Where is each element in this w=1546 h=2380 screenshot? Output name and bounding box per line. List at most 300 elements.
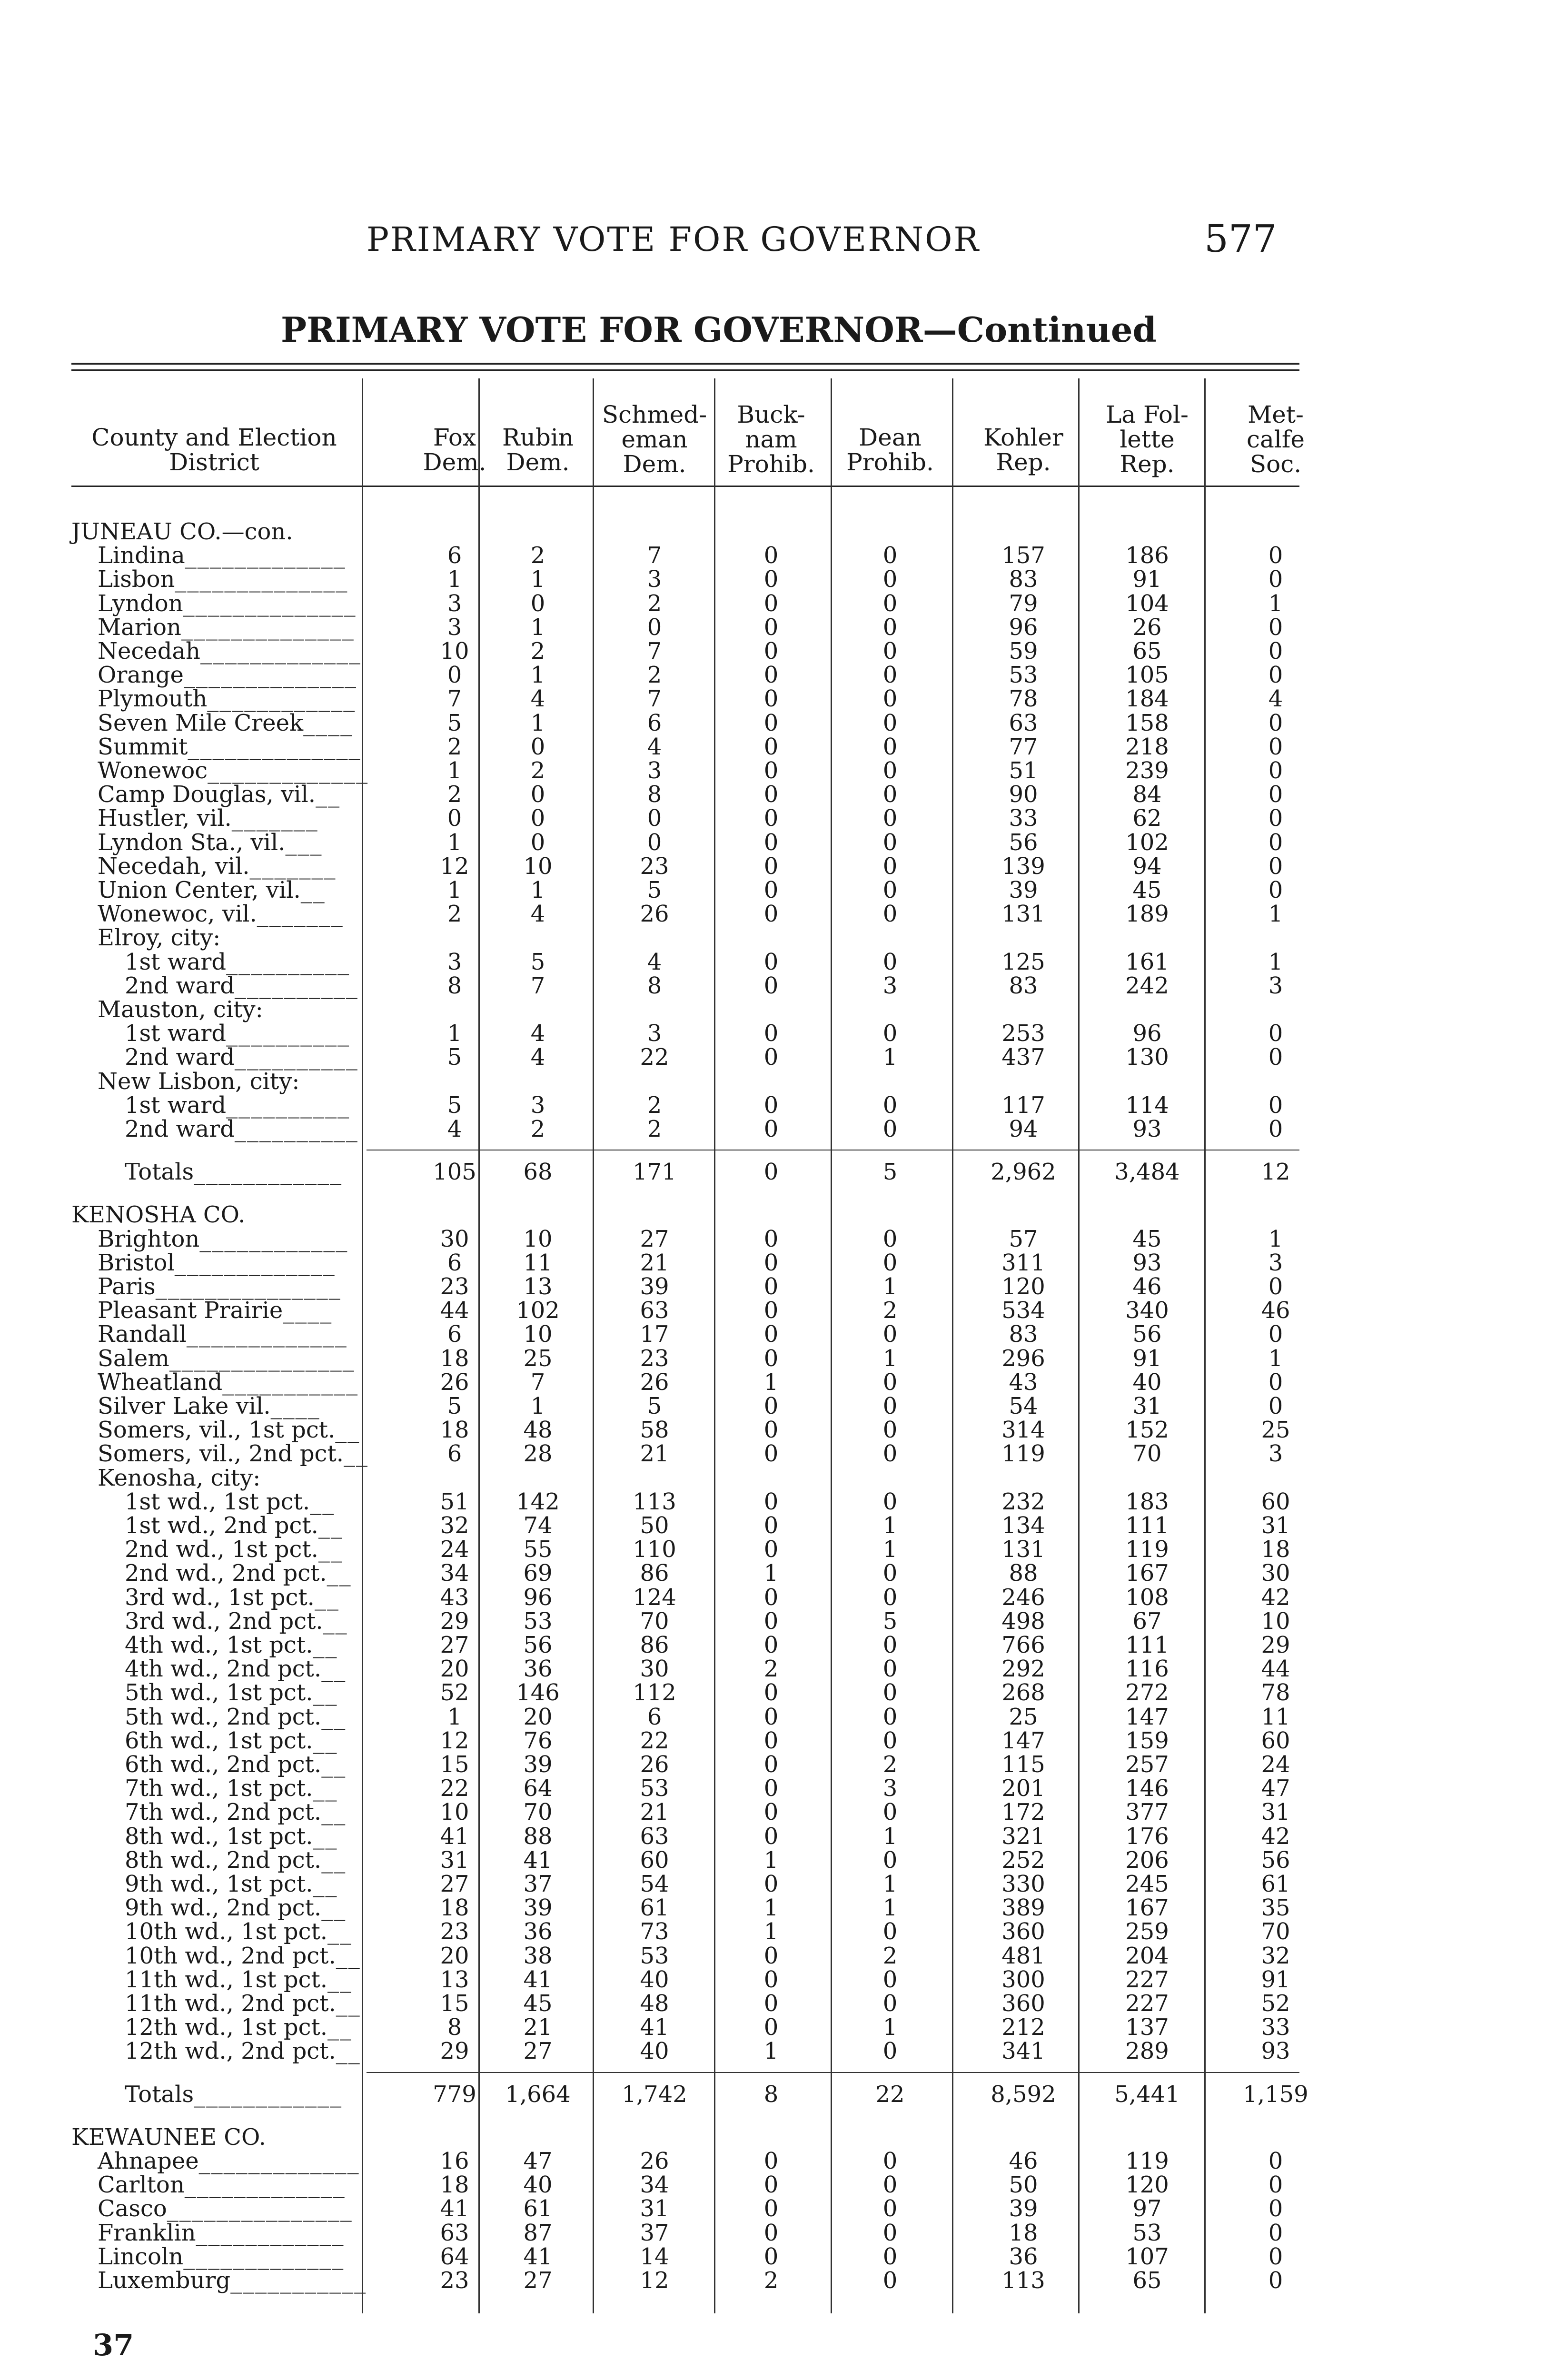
vote-cell-rubin: 102	[516, 1297, 560, 1324]
leader-dots: ____________	[207, 685, 356, 712]
column-header-line: Rep.	[1120, 450, 1175, 478]
district-label: 7th wd., 2nd pct.__	[125, 1799, 347, 1825]
column-header-line: calfe	[1247, 426, 1305, 453]
vote-cell-kohler: 330	[1001, 1871, 1045, 1897]
vote-cell-dean: 0	[882, 1632, 898, 1658]
column-header-line: Prohib.	[727, 450, 815, 478]
running-head: PRIMARY VOTE FOR GOVERNOR	[367, 220, 981, 259]
district-label: 1st ward__________	[125, 1092, 350, 1119]
vote-cell-schmedeman: 110	[633, 1536, 676, 1563]
vote-cell-lafollette: 152	[1125, 1417, 1169, 1443]
vote-cell-fox: 23	[440, 2267, 469, 2294]
county-heading-row	[0, 520, 1546, 544]
district-label: 4th wd., 1st pct.__	[125, 1632, 338, 1658]
vote-cell-bucknam: 0	[763, 1608, 779, 1635]
county-heading-row	[0, 2125, 1546, 2149]
leader-dots: _______________	[155, 1273, 341, 1300]
vote-cell-schmedeman: 58	[640, 1417, 669, 1443]
leader-dots: __________	[234, 1116, 358, 1142]
leader-dots: __	[323, 1608, 348, 1635]
vote-cell-bucknam: 0	[763, 1226, 779, 1252]
vote-cell-metcalfe: 46	[1261, 1297, 1290, 1324]
district-label: Carlton_____________	[98, 2172, 346, 2198]
vote-cell-rubin: 1	[530, 662, 545, 688]
column-header-line: eman	[621, 426, 688, 453]
vote-cell-fox: 29	[440, 1608, 469, 1635]
vote-cell-metcalfe: 91	[1261, 1966, 1290, 1993]
district-label: 1st ward__________	[125, 949, 350, 975]
leader-dots: ___________	[230, 2267, 367, 2294]
vote-cell-rubin: 10	[523, 1321, 553, 1348]
vote-cell-lafollette: 147	[1125, 1704, 1169, 1730]
vote-cell-kohler: 83	[1009, 972, 1038, 999]
vote-cell-metcalfe: 31	[1261, 1799, 1290, 1825]
vote-cell-kohler: 43	[1009, 1369, 1038, 1396]
vote-cell-metcalfe: 0	[1268, 1116, 1283, 1142]
vote-cell-rubin: 36	[523, 1918, 553, 1945]
table-row	[0, 806, 1546, 830]
vote-cell-lafollette: 102	[1125, 829, 1169, 856]
vote-cell-metcalfe: 0	[1268, 710, 1283, 736]
leader-dots: __	[327, 1560, 352, 1587]
vote-cell-metcalfe: 0	[1268, 757, 1283, 784]
district-label: New Lisbon, city:	[98, 1068, 300, 1095]
table-row	[0, 1776, 1546, 1800]
vote-cell-schmedeman: 113	[633, 1488, 676, 1515]
leader-dots: __	[327, 1966, 352, 1993]
vote-cell-bucknam: 0	[763, 1393, 779, 1419]
vote-cell-schmedeman: 12	[640, 2267, 669, 2294]
table-row	[0, 974, 1546, 998]
vote-cell-bucknam: 0	[763, 1704, 779, 1730]
vote-cell-metcalfe: 1	[1268, 1345, 1283, 1372]
vote-cell-schmedeman: 53	[640, 1943, 669, 1969]
district-label: Wonewoc, vil._______	[98, 901, 344, 927]
table-row	[0, 1896, 1546, 1920]
vote-cell-schmedeman: 22	[640, 1044, 669, 1071]
column-header-line: Met-	[1248, 401, 1304, 428]
table-row	[0, 1490, 1546, 1514]
vote-cell-rubin: 36	[523, 1656, 553, 1682]
leader-dots: __	[321, 1894, 347, 1921]
vote-cell-rubin: 0	[530, 829, 545, 856]
table-row	[0, 1729, 1546, 1753]
vote-cell-dean: 0	[882, 1799, 898, 1825]
city-heading-row	[0, 998, 1546, 1021]
totals-rule	[367, 2072, 1299, 2073]
district-label: KENOSHA CO.	[71, 1201, 246, 1228]
column-header-line: Buck-	[737, 401, 805, 428]
district-label: Salem_______________	[98, 1345, 355, 1372]
vote-cell-schmedeman: 0	[647, 829, 662, 856]
district-label: 2nd ward__________	[125, 1044, 358, 1071]
vote-cell-bucknam: 0	[763, 1321, 779, 1348]
vote-cell-rubin: 76	[523, 1727, 553, 1754]
vote-cell-dean: 0	[882, 757, 898, 784]
vote-cell-metcalfe: 0	[1268, 2195, 1283, 2222]
vote-cell-fox: 16	[440, 2148, 469, 2174]
vote-cell-metcalfe: 70	[1261, 1918, 1290, 1945]
vote-cell-dean: 0	[882, 590, 898, 617]
table-row	[0, 2039, 1546, 2063]
district-label: 2nd ward__________	[125, 1116, 358, 1142]
leader-dots: _____________	[198, 2148, 360, 2174]
vote-cell-metcalfe: 3	[1268, 1250, 1283, 1276]
vote-cell-dean: 0	[882, 1727, 898, 1754]
district-label: Pleasant Prairie____	[98, 1297, 333, 1324]
vote-cell-dean: 0	[882, 1656, 898, 1682]
vote-cell-metcalfe: 44	[1261, 1656, 1290, 1682]
table-row	[0, 1753, 1546, 1776]
vote-cell-lafollette: 120	[1125, 2172, 1169, 2198]
vote-cell-rubin: 88	[523, 1823, 553, 1850]
vote-cell-dean: 0	[882, 1369, 898, 1396]
vote-cell-metcalfe: 24	[1261, 1751, 1290, 1778]
vote-cell-lafollette: 158	[1125, 710, 1169, 736]
leader-dots: __	[313, 1679, 338, 1706]
vote-cell-fox: 8	[447, 2014, 462, 2041]
vote-cell-schmedeman: 5	[647, 877, 662, 903]
column-header-district	[71, 425, 357, 475]
vote-cell-lafollette: 227	[1125, 1966, 1169, 1993]
vote-cell-kohler: 268	[1001, 1679, 1045, 1706]
district-label: Lindina_____________	[98, 542, 346, 569]
vote-cell-rubin: 146	[516, 1679, 560, 1706]
vote-cell-kohler: 172	[1001, 1799, 1045, 1825]
vote-cell-fox: 6	[447, 542, 462, 569]
table-row	[0, 2173, 1546, 2197]
vote-cell-rubin: 1,664	[505, 2081, 571, 2108]
vote-cell-rubin: 7	[530, 972, 545, 999]
vote-cell-kohler: 39	[1009, 877, 1038, 903]
vote-cell-schmedeman: 26	[640, 2148, 669, 2174]
vote-cell-bucknam: 0	[763, 1823, 779, 1850]
vote-cell-kohler: 125	[1001, 949, 1045, 975]
vote-cell-metcalfe: 61	[1261, 1871, 1290, 1897]
vote-cell-fox: 6	[447, 1250, 462, 1276]
vote-cell-dean: 0	[882, 1321, 898, 1348]
vote-cell-kohler: 119	[1001, 1440, 1045, 1467]
vote-cell-fox: 3	[447, 949, 462, 975]
vote-cell-rubin: 1	[530, 1393, 545, 1419]
vote-cell-schmedeman: 27	[640, 1226, 669, 1252]
leader-dots: ____	[303, 710, 353, 736]
leader-dots: __________	[226, 1020, 350, 1047]
vote-cell-metcalfe: 0	[1268, 2148, 1283, 2174]
table-row	[0, 1609, 1546, 1633]
vote-cell-lafollette: 56	[1132, 1321, 1162, 1348]
vote-cell-dean: 0	[882, 1918, 898, 1945]
vote-cell-kohler: 296	[1001, 1345, 1045, 1372]
vote-cell-rubin: 11	[523, 1250, 553, 1276]
vote-cell-rubin: 74	[523, 1512, 553, 1539]
vote-cell-fox: 15	[440, 1751, 469, 1778]
column-header-line: Fox	[433, 424, 476, 451]
vote-cell-kohler: 139	[1001, 853, 1045, 880]
table-row	[0, 2269, 1546, 2292]
vote-cell-kohler: 54	[1009, 1393, 1038, 1419]
vote-cell-dean: 0	[882, 2148, 898, 2174]
page-number: 577	[1204, 217, 1277, 261]
district-label: 7th wd., 1st pct.__	[125, 1775, 338, 1802]
vote-cell-rubin: 0	[530, 734, 545, 760]
column-header-schmedeman	[600, 402, 709, 476]
table-row	[0, 902, 1546, 926]
district-label: Lyndon______________	[98, 590, 357, 617]
vote-cell-dean: 0	[882, 2220, 898, 2246]
leader-dots: __	[336, 1943, 361, 1969]
vote-cell-kohler: 201	[1001, 1775, 1045, 1802]
vote-cell-schmedeman: 3	[647, 566, 662, 593]
vote-cell-rubin: 1	[530, 614, 545, 641]
vote-cell-fox: 43	[440, 1584, 469, 1611]
vote-cell-rubin: 96	[523, 1584, 553, 1611]
vote-cell-metcalfe: 0	[1268, 2220, 1283, 2246]
district-label: 1st ward__________	[125, 1020, 350, 1047]
vote-cell-bucknam: 8	[763, 2081, 779, 2108]
vote-cell-fox: 6	[447, 1321, 462, 1348]
leader-dots: __________	[226, 949, 350, 975]
table-row	[0, 1275, 1546, 1299]
vote-cell-bucknam: 0	[763, 1345, 779, 1372]
vote-cell-lafollette: 104	[1125, 590, 1169, 617]
vote-cell-fox: 27	[440, 1632, 469, 1658]
vote-cell-metcalfe: 0	[1268, 1369, 1283, 1396]
district-label: Wheatland___________	[98, 1369, 359, 1396]
column-header-line: Dean	[859, 424, 922, 451]
vote-cell-rubin: 5	[530, 949, 545, 975]
signature-mark: 37	[93, 2328, 134, 2362]
district-label: 10th wd., 1st pct.__	[125, 1918, 352, 1945]
district-label: Lyndon Sta., vil.___	[98, 829, 323, 856]
vote-cell-kohler: 292	[1001, 1656, 1045, 1682]
vote-cell-schmedeman: 39	[640, 1273, 669, 1300]
table-row	[0, 615, 1546, 639]
vote-cell-dean: 0	[882, 2172, 898, 2198]
vote-cell-fox: 3	[447, 614, 462, 641]
vote-cell-kohler: 36	[1009, 2243, 1038, 2270]
vote-cell-fox: 0	[447, 662, 462, 688]
leader-dots: _______	[231, 805, 318, 832]
vote-cell-rubin: 2	[530, 542, 545, 569]
district-label: 9th wd., 2nd pct.__	[125, 1894, 347, 1921]
vote-cell-lafollette: 46	[1132, 1273, 1162, 1300]
table-row	[0, 592, 1546, 615]
table-row	[0, 1299, 1546, 1322]
vote-cell-bucknam: 2	[763, 2267, 779, 2294]
leader-dots: _____________	[200, 638, 361, 664]
table-row	[0, 1251, 1546, 1275]
vote-cell-lafollette: 167	[1125, 1560, 1169, 1587]
vote-cell-dean: 0	[882, 2195, 898, 2222]
column-header-line: District	[169, 448, 259, 476]
vote-cell-kohler: 51	[1009, 757, 1038, 784]
vote-cell-fox: 51	[440, 1488, 469, 1515]
vote-cell-schmedeman: 26	[640, 901, 669, 927]
vote-cell-bucknam: 0	[763, 853, 779, 880]
vote-cell-rubin: 55	[523, 1536, 553, 1563]
district-label: Paris_______________	[98, 1273, 341, 1300]
column-header-line: County and Election	[91, 424, 337, 451]
vote-cell-schmedeman: 21	[640, 1250, 669, 1276]
column-rule	[1078, 378, 1080, 2313]
vote-cell-bucknam: 0	[763, 901, 779, 927]
vote-cell-kohler: 78	[1009, 685, 1038, 712]
table-row	[0, 1944, 1546, 1968]
table-row	[0, 663, 1546, 687]
district-label: Somers, vil., 1st pct.__	[98, 1417, 360, 1443]
table-row	[0, 1418, 1546, 1442]
vote-cell-metcalfe: 0	[1268, 2267, 1283, 2294]
table-row	[0, 1093, 1546, 1117]
vote-cell-lafollette: 67	[1132, 1608, 1162, 1635]
vote-cell-metcalfe: 12	[1261, 1159, 1290, 1185]
vote-cell-rubin: 48	[523, 1417, 553, 1443]
table-row	[0, 2149, 1546, 2173]
vote-cell-rubin: 38	[523, 1943, 553, 1969]
vote-cell-bucknam: 0	[763, 1512, 779, 1539]
vote-cell-rubin: 27	[523, 2267, 553, 2294]
vote-cell-schmedeman: 14	[640, 2243, 669, 2270]
vote-cell-lafollette: 114	[1125, 1092, 1169, 1119]
district-label: 8th wd., 2nd pct.__	[125, 1847, 347, 1874]
vote-cell-fox: 18	[440, 1417, 469, 1443]
column-header-kohler	[969, 425, 1078, 475]
vote-cell-kohler: 90	[1009, 781, 1038, 808]
vote-cell-kohler: 79	[1009, 590, 1038, 617]
leader-dots: __	[335, 1417, 360, 1443]
table-row	[0, 1705, 1546, 1729]
table-row	[0, 1394, 1546, 1418]
leader-dots: _______	[249, 853, 337, 880]
vote-cell-kohler: 63	[1009, 710, 1038, 736]
district-label: Luxemburg___________	[98, 2267, 367, 2294]
leader-dots: __	[336, 1990, 361, 2017]
table-row	[0, 2245, 1546, 2269]
vote-cell-rubin: 0	[530, 781, 545, 808]
vote-cell-bucknam: 0	[763, 2195, 779, 2222]
district-label: 4th wd., 2nd pct.__	[125, 1656, 347, 1682]
vote-cell-metcalfe: 0	[1268, 542, 1283, 569]
column-rule	[1204, 378, 1206, 2313]
vote-cell-bucknam: 0	[763, 566, 779, 593]
leader-dots: ___________	[222, 1369, 359, 1396]
vote-cell-metcalfe: 29	[1261, 1632, 1290, 1658]
vote-cell-fox: 2	[447, 734, 462, 760]
vote-cell-schmedeman: 63	[640, 1297, 669, 1324]
vote-cell-bucknam: 0	[763, 734, 779, 760]
vote-cell-rubin: 27	[523, 2038, 553, 2064]
vote-cell-metcalfe: 0	[1268, 781, 1283, 808]
vote-cell-kohler: 311	[1001, 1250, 1045, 1276]
vote-cell-lafollette: 159	[1125, 1727, 1169, 1754]
vote-cell-bucknam: 0	[763, 781, 779, 808]
vote-cell-schmedeman: 8	[647, 972, 662, 999]
vote-cell-lafollette: 40	[1132, 1369, 1162, 1396]
vote-cell-lafollette: 176	[1125, 1823, 1169, 1850]
vote-cell-schmedeman: 53	[640, 1775, 669, 1802]
vote-cell-rubin: 28	[523, 1440, 553, 1467]
vote-cell-bucknam: 0	[763, 1990, 779, 2017]
vote-cell-kohler: 39	[1009, 2195, 1038, 2222]
vote-cell-metcalfe: 0	[1268, 638, 1283, 664]
vote-cell-dean: 1	[882, 1044, 898, 1071]
vote-cell-kohler: 120	[1001, 1273, 1045, 1300]
district-label: Necedah_____________	[98, 638, 361, 664]
table-row	[0, 639, 1546, 663]
column-header-line: nam	[745, 426, 797, 453]
vote-cell-schmedeman: 23	[640, 853, 669, 880]
vote-cell-lafollette: 5,441	[1114, 2081, 1180, 2108]
vote-cell-metcalfe: 0	[1268, 1044, 1283, 1071]
vote-cell-kohler: 96	[1009, 614, 1038, 641]
vote-cell-metcalfe: 47	[1261, 1775, 1290, 1802]
leader-dots: __	[316, 781, 341, 808]
leader-dots: _____________	[174, 1250, 336, 1276]
table-row	[0, 950, 1546, 974]
leader-dots: _______	[257, 901, 344, 927]
vote-cell-fox: 31	[440, 1847, 469, 1874]
vote-cell-dean: 0	[882, 949, 898, 975]
district-label: Seven Mile Creek____	[98, 710, 353, 736]
vote-cell-rubin: 10	[523, 1226, 553, 1252]
vote-cell-lafollette: 93	[1132, 1116, 1162, 1142]
leader-dots: __	[318, 1512, 343, 1539]
vote-cell-metcalfe: 30	[1261, 1560, 1290, 1587]
vote-cell-schmedeman: 17	[640, 1321, 669, 1348]
vote-cell-fox: 12	[440, 1727, 469, 1754]
vote-cell-bucknam: 1	[763, 2038, 779, 2064]
district-label: 11th wd., 1st pct.__	[125, 1966, 352, 1993]
vote-cell-dean: 0	[882, 1116, 898, 1142]
district-label: 2nd ward__________	[125, 972, 358, 999]
column-header-rubin	[483, 425, 593, 475]
vote-cell-kohler: 534	[1001, 1297, 1045, 1324]
vote-cell-bucknam: 0	[763, 1966, 779, 1993]
district-label: Hustler, vil._______	[98, 805, 318, 832]
vote-cell-fox: 12	[440, 853, 469, 880]
district-label: KEWAUNEE CO.	[71, 2124, 266, 2151]
leader-dots: __	[321, 1847, 347, 1874]
leader-dots: ______________	[188, 734, 361, 760]
vote-cell-rubin: 68	[523, 1159, 553, 1185]
vote-cell-kohler: 134	[1001, 1512, 1045, 1539]
vote-cell-lafollette: 53	[1132, 2220, 1162, 2246]
vote-cell-rubin: 64	[523, 1775, 553, 1802]
vote-cell-lafollette: 45	[1132, 877, 1162, 903]
vote-cell-bucknam: 1	[763, 1894, 779, 1921]
leader-dots: __	[327, 2014, 352, 2041]
district-label: 10th wd., 2nd pct.__	[125, 1943, 361, 1969]
vote-cell-rubin: 2	[530, 757, 545, 784]
vote-cell-fox: 1	[447, 566, 462, 593]
vote-cell-dean: 0	[882, 1488, 898, 1515]
vote-cell-bucknam: 0	[763, 1159, 779, 1185]
vote-cell-dean: 0	[882, 542, 898, 569]
column-rule	[831, 378, 832, 2313]
vote-cell-fox: 18	[440, 2172, 469, 2198]
column-header-line: Soc.	[1249, 450, 1302, 478]
vote-cell-rubin: 4	[530, 1044, 545, 1071]
vote-cell-fox: 4	[447, 1116, 462, 1142]
vote-cell-rubin: 0	[530, 805, 545, 832]
vote-cell-kohler: 83	[1009, 566, 1038, 593]
vote-cell-schmedeman: 8	[647, 781, 662, 808]
column-header-bucknam	[716, 402, 826, 476]
vote-cell-bucknam: 0	[763, 1044, 779, 1071]
vote-cell-fox: 8	[447, 972, 462, 999]
vote-cell-dean: 0	[882, 1990, 898, 2017]
